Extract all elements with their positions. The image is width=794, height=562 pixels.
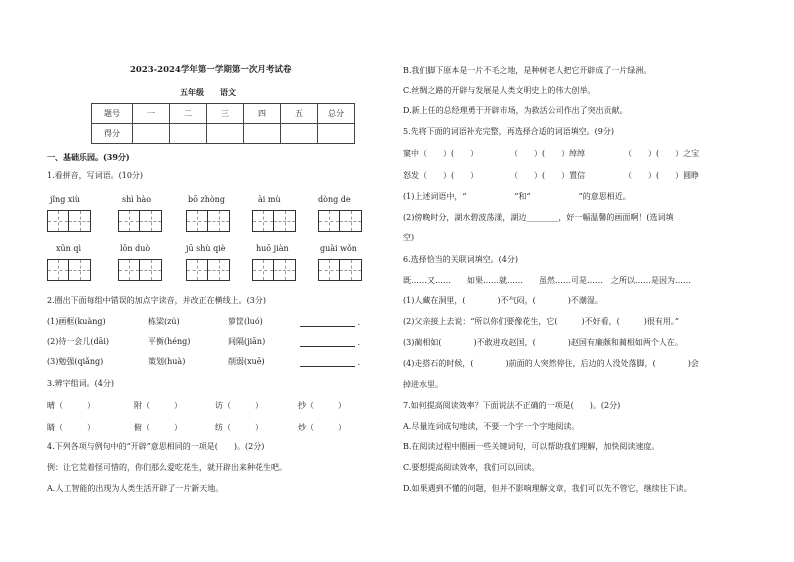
q5-item[interactable]: （ ）( ）绰绰 xyxy=(510,149,586,158)
q4-option-c[interactable]: C.丝绸之路的开辟与发展是人类文明史上的伟大创举。 xyxy=(403,86,596,95)
q5-item[interactable]: （ ）( ）圆睁 xyxy=(624,171,700,180)
pinyin: ài mù xyxy=(258,195,281,204)
writing-box[interactable] xyxy=(252,210,296,232)
q4-option-b[interactable]: B.我们脚下原本是一片不毛之地，是种树老人把它开辟成了一片绿洲。 xyxy=(403,66,652,75)
q3-item[interactable]: 附（ ） xyxy=(134,401,182,410)
q7-option-b[interactable]: B.在阅读过程中圈画一些关键词句，可以帮助我们理解，加快阅读速度。 xyxy=(403,442,660,451)
q6-item[interactable]: (1)人藏在洞里，( )不气闷，( )不潮湿。 xyxy=(403,296,603,305)
score-table xyxy=(91,103,355,144)
q3-item[interactable]: 睛（ ） xyxy=(47,423,95,432)
q4-option-d[interactable]: D.新上任的总经理勇于开辟市场，为救活公司作出了突出贡献。 xyxy=(403,106,628,115)
pinyin: huō jiàn xyxy=(256,244,289,253)
pinyin: shì hào xyxy=(122,195,152,204)
q5-item[interactable]: 窠中（ ）( ） xyxy=(403,149,479,158)
q5-line-2: (2)傍晚时分，湖水碧波荡漾，湖边________，好一幅温馨的画面啊！(选词填 xyxy=(403,213,674,222)
q2-item: 削弱(xuē) xyxy=(228,357,265,366)
writing-box[interactable] xyxy=(186,210,230,232)
grade-subject: 五年级 语文 xyxy=(180,87,236,97)
q7-prompt: 7.如何提高阅读效率？下面说法不正确的一项是( )。(2分) xyxy=(403,401,621,410)
q5-item[interactable]: （ ）( ）置信 xyxy=(510,171,586,180)
q2-item: 箩筐(luó) xyxy=(228,317,263,326)
q2-item: 栋梁(zú) xyxy=(148,317,180,326)
q2-prompt: 2.圈出下面每组中错误的加点字读音，并改正在横线上。(3分) xyxy=(47,296,266,305)
q5-line-1: (1)上述词语中，“ ”和“ ”的意思相近。 xyxy=(403,192,631,201)
writing-box[interactable] xyxy=(318,210,362,232)
q2-answer-line[interactable]: . xyxy=(300,338,360,347)
q3-item[interactable]: 抄（ ） xyxy=(298,401,346,410)
q3-item[interactable]: 晴（ ） xyxy=(47,401,95,410)
pinyin: jū shù qiè xyxy=(186,244,226,253)
q3-item[interactable]: 纺（ ） xyxy=(215,423,263,432)
pinyin: lōn duò xyxy=(120,244,151,253)
q3-item[interactable]: 访（ ） xyxy=(215,401,263,410)
q6-item[interactable]: (3)蔺相如( )不敢进攻赵国，( )赵国有廉颇和蔺相如两个人在。 xyxy=(403,338,683,347)
q4-example: 例：让它荒着怪可惜的，你们那么爱吃花生，就开辟出来种花生吧。 xyxy=(47,463,287,472)
q2-answer-line[interactable]: . xyxy=(300,318,360,327)
q5-line-3: 空) xyxy=(403,233,415,242)
q2-item: 平衡(héng) xyxy=(148,337,191,346)
q2-answer-line[interactable]: . xyxy=(300,358,360,367)
q2-item: 策划(huà) xyxy=(148,357,186,366)
pinyin: bō zhòng xyxy=(188,195,225,204)
q7-option-a[interactable]: A.尽量连词成句地读，不要一个字一个字地阅读。 xyxy=(403,422,580,431)
q3-prompt: 3.辨字组词。(4分) xyxy=(47,379,114,388)
q5-prompt: 5.先将下面的词语补充完整，再选择合适的词语填空。(9分) xyxy=(403,127,614,136)
writing-box[interactable] xyxy=(318,259,362,281)
pinyin: xūn qì xyxy=(56,244,82,253)
writing-box[interactable] xyxy=(252,259,296,281)
pinyin: guài wǒn xyxy=(320,244,357,253)
q2-item: (2)待一会儿(dāi) xyxy=(47,337,110,346)
q6-item[interactable]: (4)走搭石的时候，( )前面的人突然停住，后边的人没处落脚，( )会 xyxy=(403,359,699,368)
writing-box[interactable] xyxy=(47,210,91,232)
q6-prompt: 6.选择恰当的关联词填空。(4分) xyxy=(403,255,518,264)
q7-option-c[interactable]: C.要想提高阅读效率，我们可以回读。 xyxy=(403,463,540,472)
writing-box[interactable] xyxy=(118,210,162,232)
pinyin: dòng de xyxy=(318,195,351,204)
q4-prompt: 4.下列各项与例句中的“开辟”意思相同的一项是( )。(2分) xyxy=(47,442,265,451)
writing-box[interactable] xyxy=(186,259,230,281)
pinyin: jǐng xiù xyxy=(50,195,81,204)
q5-item[interactable]: 怒发（ ）( ） xyxy=(403,171,479,180)
q2-item: (1)画框(kuàng) xyxy=(47,317,106,326)
writing-box[interactable] xyxy=(47,259,91,281)
section-1-heading: 一、基础乐园。(39分) xyxy=(47,152,130,162)
q6-item[interactable]: (2)父亲接上去说：“所以你们要像花生，它( )不好看，( )很有用。” xyxy=(403,317,679,326)
q3-item[interactable]: 炒（ ） xyxy=(298,423,346,432)
writing-box[interactable] xyxy=(118,259,162,281)
score-value-row: 得分 xyxy=(92,124,355,144)
q2-item: (3)勉强(qiǎng) xyxy=(47,357,104,366)
q1-prompt: 1.看拼音，写词语。(10分) xyxy=(47,171,144,180)
q2-item: 间隔(jiān) xyxy=(228,337,266,346)
q7-option-d[interactable]: D.如果遇到不懂的问题，但并不影响理解文章，我们可以先不管它，继续往下读。 xyxy=(403,484,692,493)
q5-item[interactable]: （ ）( ）之宝 xyxy=(624,149,700,158)
q6-word-bank: 既……又…… 如果……就…… 虽然……可是…… 之所以……是因为…… xyxy=(403,276,691,285)
score-header-row: 题号 一 二 三 四 五 总分 xyxy=(92,104,355,124)
q3-item[interactable]: 俯（ ） xyxy=(134,423,182,432)
q6-item-cont: 掉进水里。 xyxy=(403,380,443,389)
q4-option-a[interactable]: A.人工智能的出现为人类生活开辟了一片新天地。 xyxy=(47,484,224,493)
exam-title: 2023-2024学年第一学期第一次月考试卷 xyxy=(130,65,292,75)
